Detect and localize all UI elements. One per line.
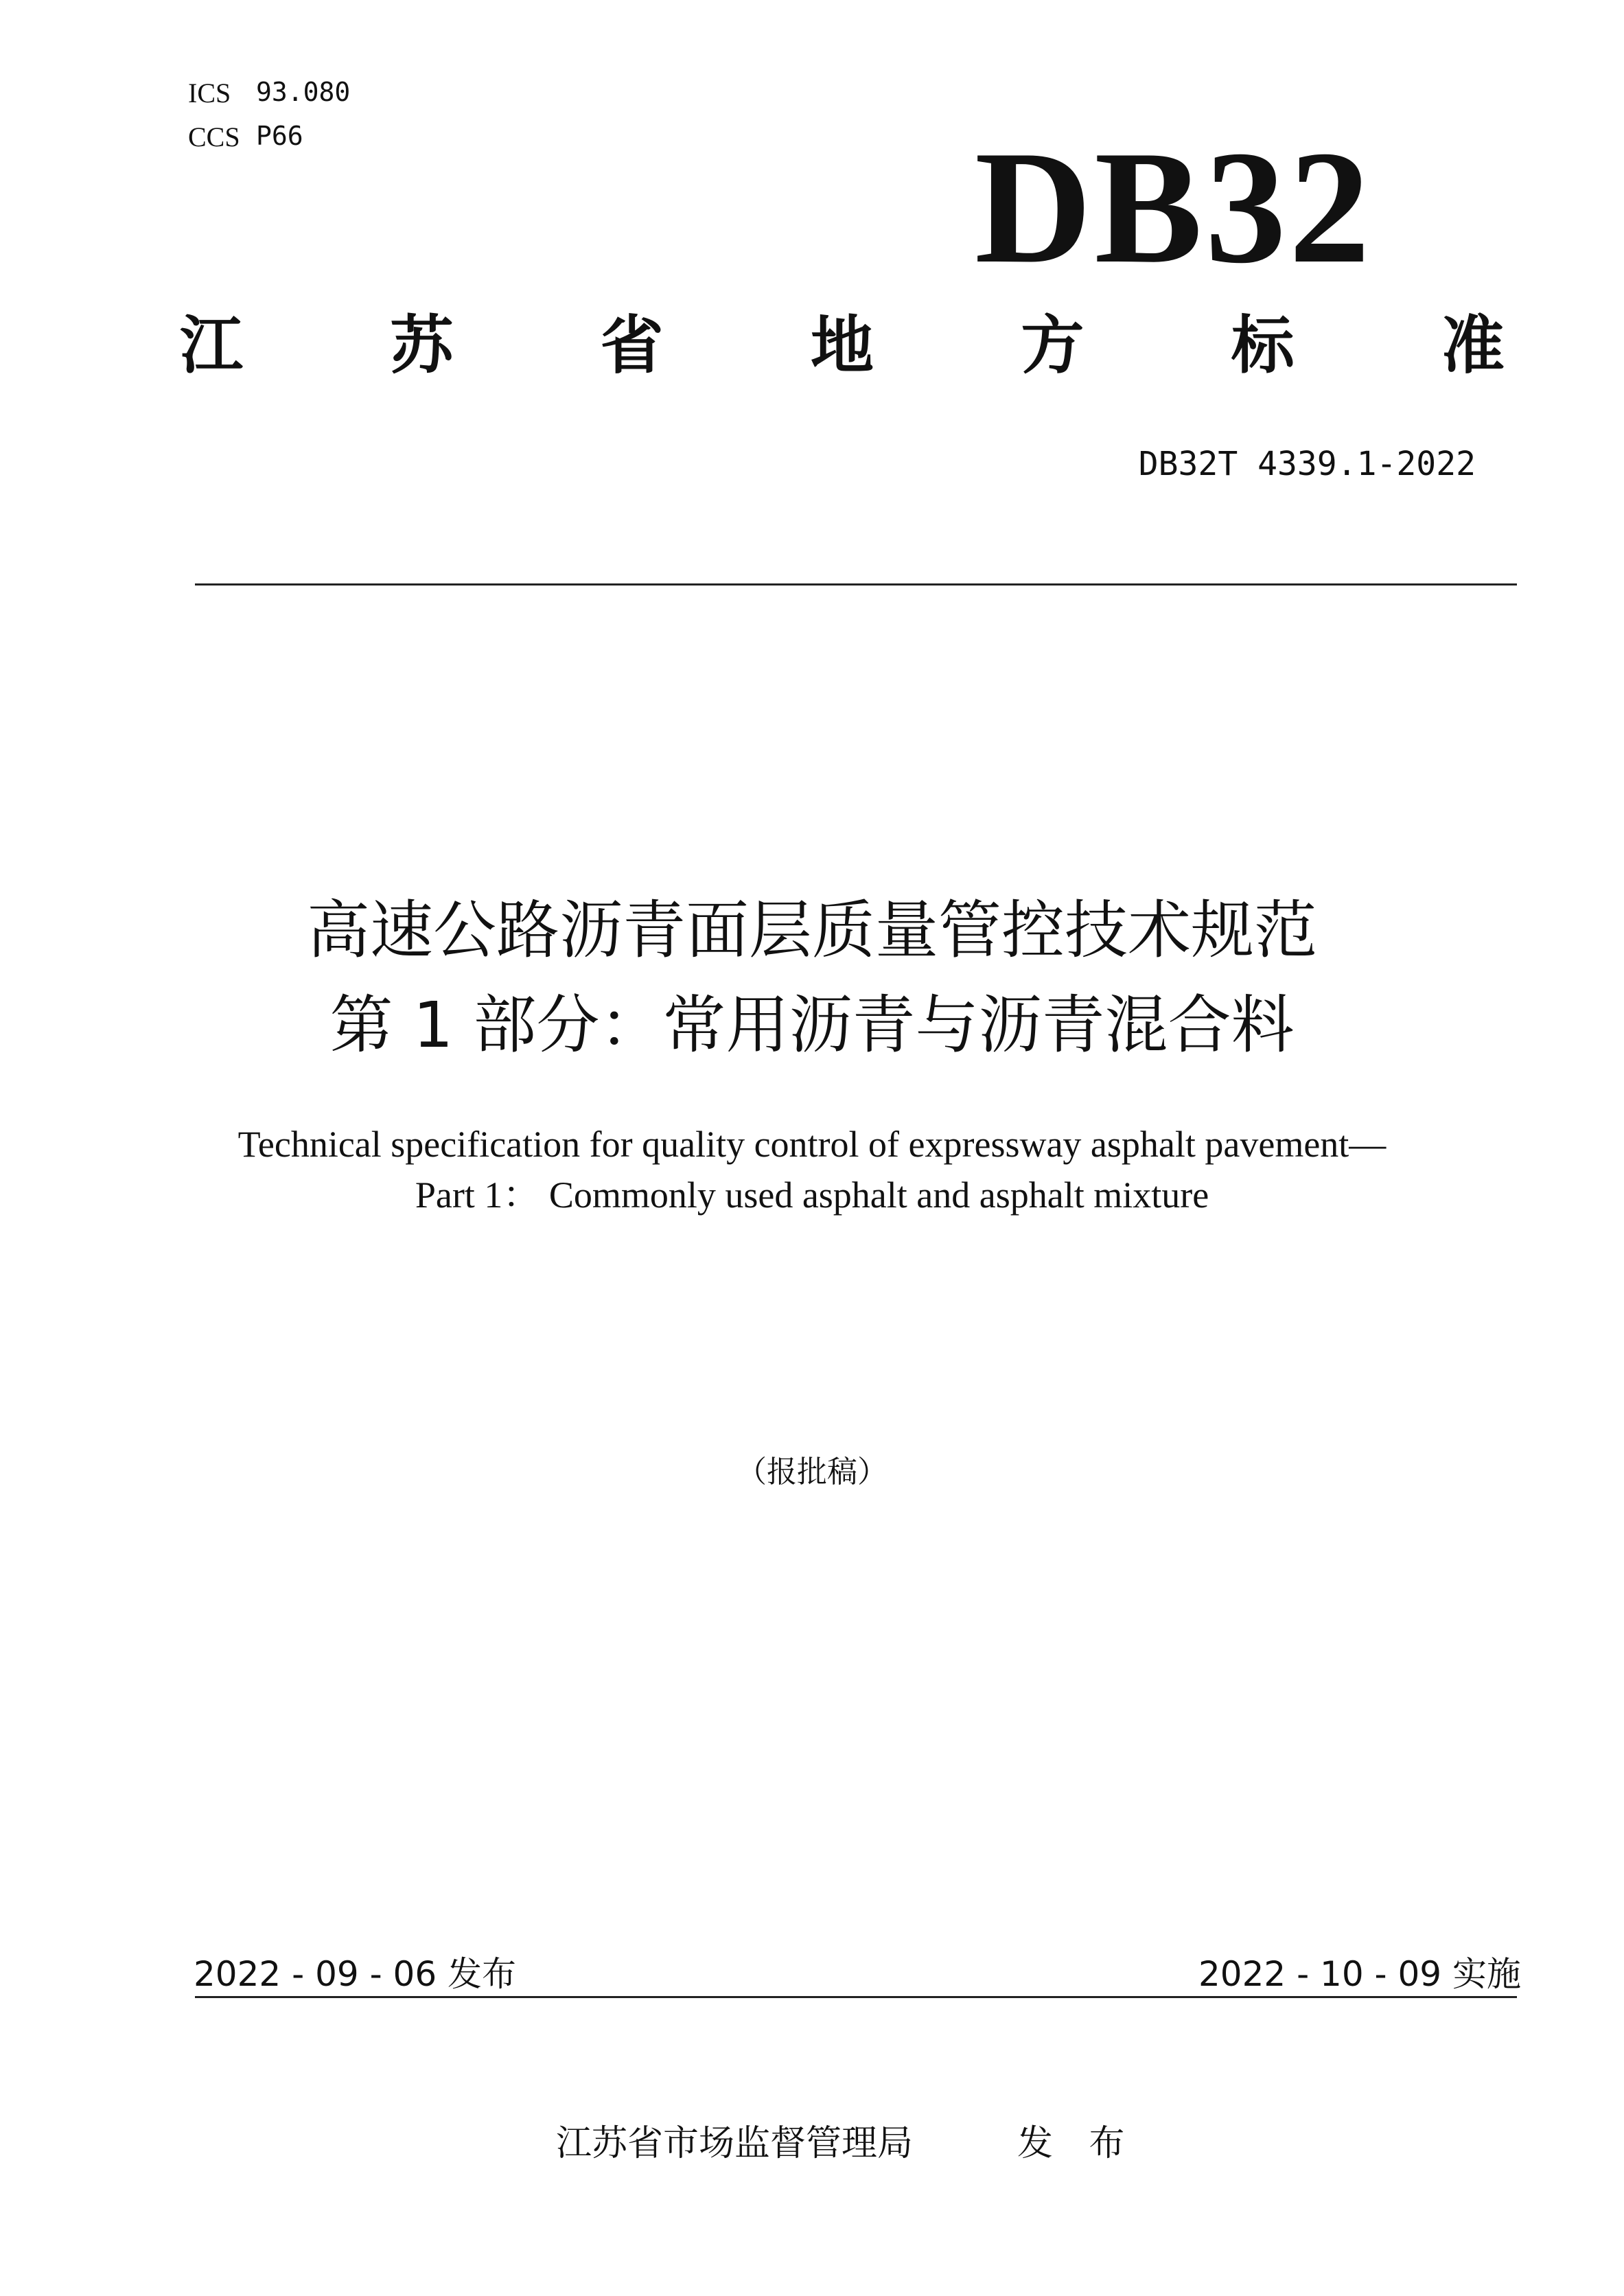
implement-date: 2022 - 10 - 09 实施	[1198, 1954, 1521, 1994]
english-title-line-2: Part 1： Commonly used asphalt and asphalt mixture	[415, 1174, 1209, 1216]
ccs-code: P66	[256, 121, 303, 151]
bottom-divider	[195, 1996, 1517, 1998]
top-divider	[195, 583, 1517, 585]
heading-char: 地	[810, 309, 874, 382]
issue-action: 发 布	[1017, 2123, 1137, 2164]
ccs-label: CCS	[188, 121, 240, 152]
draft-status: （报批稿）	[736, 1454, 888, 1489]
english-title-line-1: Technical specification for quality control of expressway asphalt pavement—	[237, 1124, 1387, 1165]
heading-char: 省	[600, 309, 664, 382]
heading-char: 准	[1441, 309, 1505, 382]
local-standard-heading	[180, 309, 1505, 382]
ics-code: 93.080	[256, 77, 351, 107]
publish-date: 2022 - 09 - 06 发布	[194, 1954, 517, 1994]
standard-number: DB32T 4339.1-2022	[1138, 445, 1476, 483]
heading-char: 方	[1021, 309, 1084, 382]
heading-char: 江	[180, 309, 244, 382]
ics-label: ICS	[188, 78, 231, 108]
chinese-title-line-1: 高速公路沥青面层质量管控技术规范	[306, 894, 1317, 967]
issuer-name: 江苏省市场监督管理局	[556, 2123, 914, 2164]
heading-char: 标	[1231, 309, 1295, 382]
db32-logo: DB32	[975, 118, 1373, 297]
heading-char: 苏	[390, 309, 454, 382]
chinese-title-line-2: 第 1 部分：常用沥青与沥青混合料	[329, 988, 1295, 1062]
